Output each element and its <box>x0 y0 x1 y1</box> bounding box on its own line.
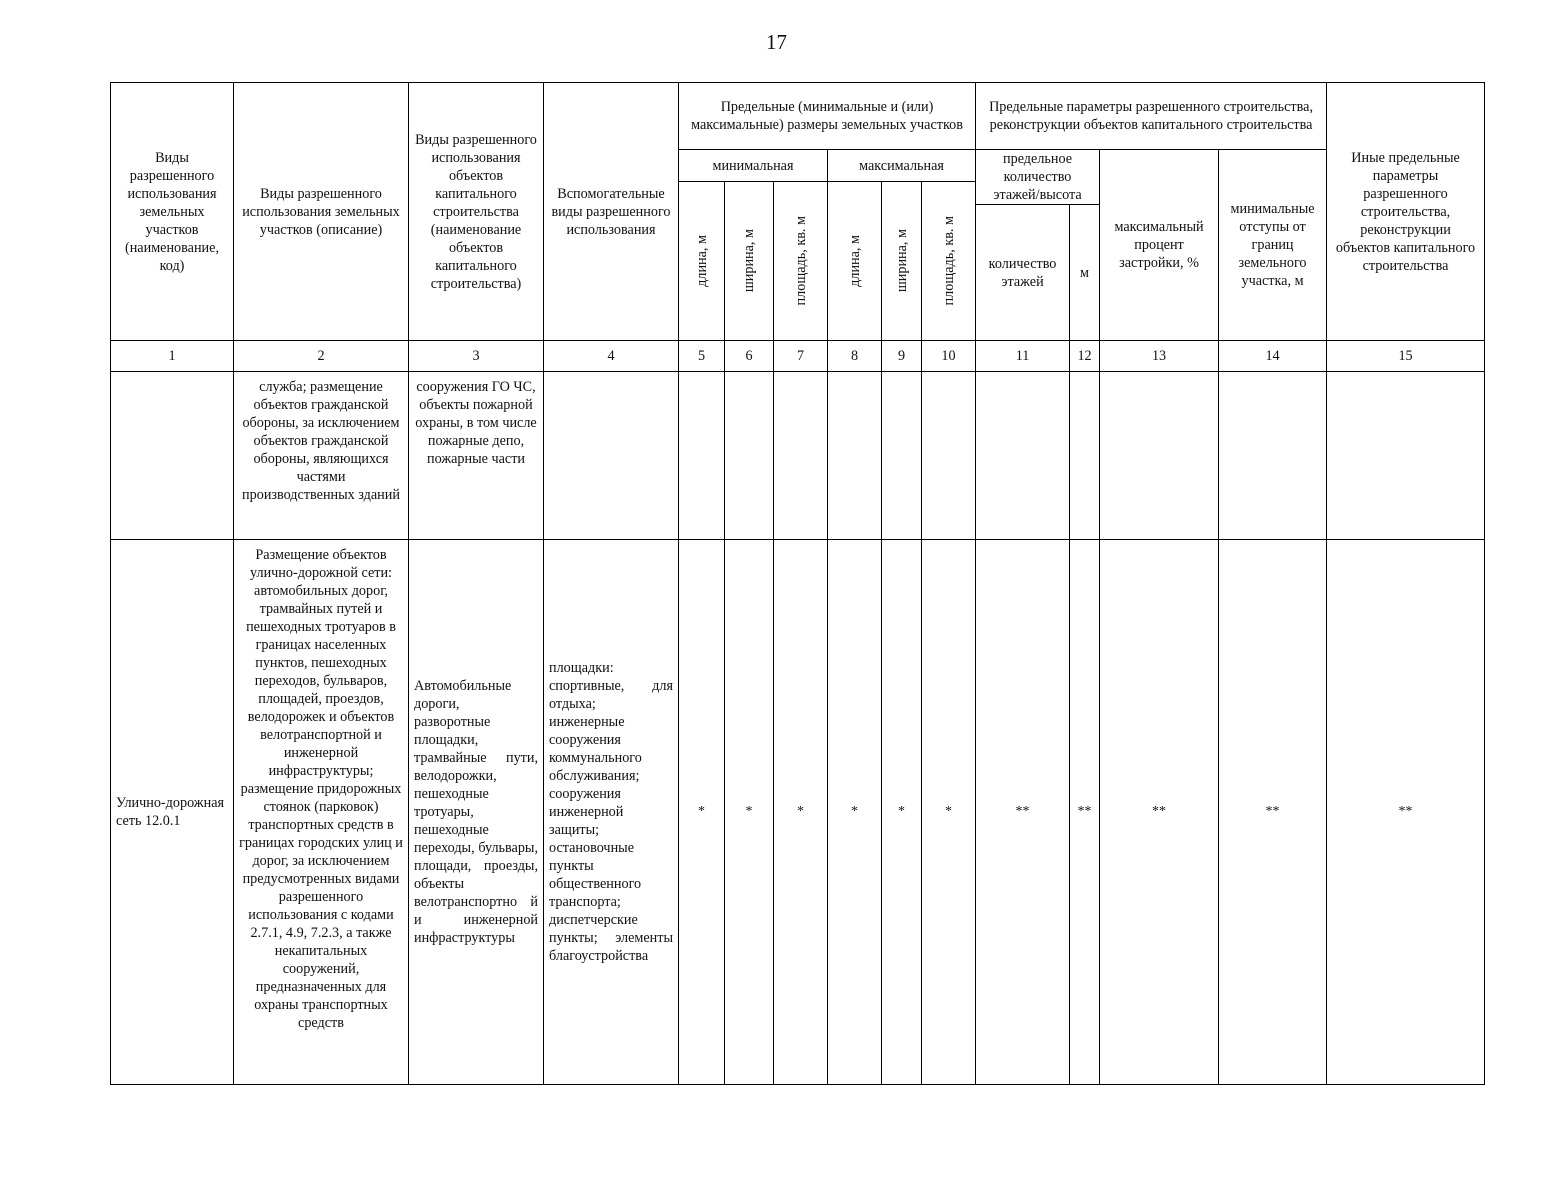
cell-value <box>774 372 828 540</box>
cell-value <box>1219 372 1327 540</box>
cell-value: ** <box>1327 540 1485 1085</box>
header-plot-size-limits: Предельные (минимальные и (или) максимальные) размеры земельных участков <box>679 83 976 150</box>
header-minimum: минимальная <box>679 150 828 182</box>
cell-value <box>976 372 1070 540</box>
cell-value <box>828 372 882 540</box>
column-number: 4 <box>544 341 679 372</box>
cell-code: Улично-дорожная сеть 12.0.1 <box>111 540 234 1085</box>
table-row <box>111 540 1485 1085</box>
cell-value <box>725 372 774 540</box>
column-number: 8 <box>828 341 882 372</box>
column-number: 2 <box>234 341 409 372</box>
cell-value <box>1070 372 1100 540</box>
cell-value: ** <box>1070 540 1100 1085</box>
cell-auxiliary: площадки: спортивные, для отдыха; инженерные сооружения коммунального обслуживания; сооружения инженерной защиты; остановочные пункты общественного транспорта; диспетчерские пункты; элементы благоустройства <box>544 540 679 1085</box>
cell-description: служба; размещение объектов гражданской обороны, за исключением объектов гражданской обороны, являющихся частями производственных зданий <box>234 372 409 540</box>
cell-value: ** <box>1100 540 1219 1085</box>
column-number: 10 <box>922 341 976 372</box>
cell-value <box>922 372 976 540</box>
cell-value: * <box>774 540 828 1085</box>
column-number: 14 <box>1219 341 1327 372</box>
header-auxiliary-uses: Вспомогательные виды разрешенного использования <box>544 83 679 341</box>
cell-value <box>882 372 922 540</box>
header-min-area: площадь, кв. м <box>774 182 828 341</box>
zoning-regulations-table <box>110 82 1485 1085</box>
column-number: 15 <box>1327 341 1485 372</box>
cell-capital-objects: сооружения ГО ЧС, объекты пожарной охраны, в том числе пожарные депо, пожарные части <box>409 372 544 540</box>
column-number: 3 <box>409 341 544 372</box>
cell-value: ** <box>976 540 1070 1085</box>
cell-value: * <box>922 540 976 1085</box>
column-number: 1 <box>111 341 234 372</box>
header-capital-objects: Виды разрешенного использования объектов капитального строительства (наименование объектов капитального строительства) <box>409 83 544 341</box>
table-row <box>111 372 1485 540</box>
column-number: 11 <box>976 341 1070 372</box>
page-number: 17 <box>766 30 787 54</box>
column-number: 13 <box>1100 341 1219 372</box>
header-min-width: ширина, м <box>725 182 774 341</box>
column-number: 6 <box>725 341 774 372</box>
header-height-m: м <box>1070 205 1100 341</box>
header-max-width: ширина, м <box>882 182 922 341</box>
header-floor-count: количество этажей <box>976 205 1070 341</box>
cell-value: * <box>725 540 774 1085</box>
header-floors-height: предельное количество этажей/высота <box>976 150 1100 205</box>
header-land-use-code: Виды разрешенного использования земельных участков (наименование, код) <box>111 83 234 341</box>
header-max-area: площадь, кв. м <box>922 182 976 341</box>
cell-code <box>111 372 234 540</box>
header-max-building-percent: максимальный процент застройки, % <box>1100 150 1219 341</box>
column-number: 9 <box>882 341 922 372</box>
cell-value: * <box>882 540 922 1085</box>
cell-value <box>679 372 725 540</box>
cell-description: Размещение объектов улично-дорожной сети: автомобильных дорог, трамвайных путей и пешеходных тротуаров в границах населенных пунктов, пешеходных переходов, бульваров, площадей, проездов, велодорожек и объектов велотранспортной и инженерной инфраструктуры; размещение придорожных стоянок (парковок) транспортных средств в границах городских улиц и дорог, за исключением предусмотренных видами разрешенного использования с кодами 2.7.1, 4.9, 7.2.3, а также некапитальных сооружений, предназначенных для охраны транспортных средств <box>234 540 409 1085</box>
header-construction-params: Предельные параметры разрешенного строительства, реконструкции объектов капитального строительства <box>976 83 1327 150</box>
header-min-length: длина, м <box>679 182 725 341</box>
header-other-params: Иные предельные параметры разрешенного строительства, реконструкции объектов капитального строительства <box>1327 83 1485 341</box>
column-number: 12 <box>1070 341 1100 372</box>
column-number-row <box>111 341 1485 372</box>
column-number: 7 <box>774 341 828 372</box>
cell-value: * <box>679 540 725 1085</box>
cell-value <box>1327 372 1485 540</box>
header-maximum: максимальная <box>828 150 976 182</box>
column-number: 5 <box>679 341 725 372</box>
header-land-use-description: Виды разрешенного использования земельных участков (описание) <box>234 83 409 341</box>
cell-value: * <box>828 540 882 1085</box>
cell-value <box>1100 372 1219 540</box>
cell-capital-objects: Автомобильные дороги, разворотные площадки, трамвайные пути, велодорожки, пешеходные тротуары, пешеходные переходы, бульвары, площади, проезды, объекты велотранспортно й и инженерной инфраструктуры <box>409 540 544 1085</box>
cell-auxiliary <box>544 372 679 540</box>
cell-value: ** <box>1219 540 1327 1085</box>
header-min-setback: минимальные отступы от границ земельного участка, м <box>1219 150 1327 341</box>
header-max-length: длина, м <box>828 182 882 341</box>
